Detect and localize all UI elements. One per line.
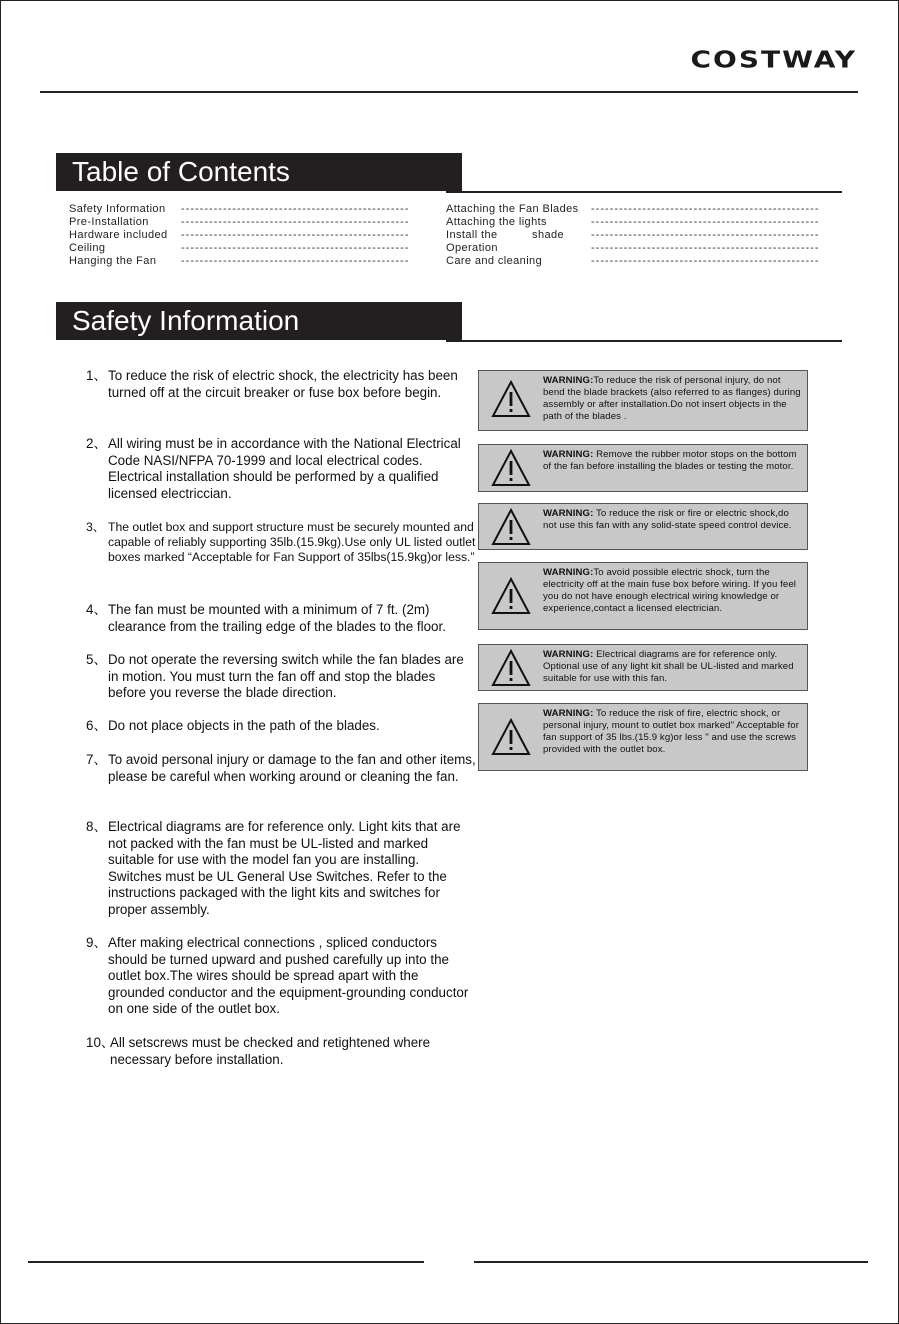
safety-item: 2、 All wiring must be in accordance with the National Electrical Code NASI/NFPA 70-1999 and local electrical codes. Electrical installation should be performed by a qualified licensed electriccian. xyxy=(86,436,461,501)
toc-left-column xyxy=(69,203,410,268)
warning-icon xyxy=(491,718,531,756)
warning-icon xyxy=(491,449,531,487)
warning-box: WARNING: Remove the rubber motor stops on the bottom of the fan before installing the blades or testing the motor. xyxy=(478,444,808,492)
toc-entry[interactable]: Ceiling ------------------------------------------------- xyxy=(69,242,410,254)
footer-rule-right xyxy=(474,1261,868,1263)
safety-item: 8、 Electrical diagrams are for reference only. Light kits that are not packed with the fan must be UL-listed and marked suitable for use with the model fan you are installing. Switches must be UL General Use Switches. Refer to the instructions packaged with the light kits and switches for proper assembly. xyxy=(86,819,461,917)
header-rule xyxy=(40,91,858,93)
warning-box: WARNING: Electrical diagrams are for reference only. Optional use of any light kit shall be UL-listed and marked suitable for use with this fan. xyxy=(478,644,808,691)
toc-entry[interactable]: Install the shade ------------------------------------------------- xyxy=(446,229,820,241)
toc-entry[interactable]: Safety Information ------------------------------------------------- xyxy=(69,203,410,215)
toc-entry[interactable]: Attaching the Fan Blades ------------------------------------------------- xyxy=(446,203,820,215)
safety-item: 4、 The fan must be mounted with a minimum of 7 ft. (2m) clearance from the trailing edge of the blades to the floor. xyxy=(86,602,446,634)
warning-box: WARNING:To avoid possible electric shock, turn the electricity off at the main fuse box before wiring. If you feel you do not have enough electrical wiring knowledge or experience,contact a licensed electrician. xyxy=(478,562,808,630)
safety-item: 7、 To avoid personal injury or damage to the fan and other items, please be careful when working around or cleaning the fan. xyxy=(86,752,476,784)
safety-item: 9、 After making electrical connections , spliced conductors should be turned upward and pushed carefully up into the outlet box.The wires should be spread apart with the grounded conductor and the equipment-grounding conductor on one side of the outlet box. xyxy=(86,935,469,1017)
toc-entry[interactable]: Care and cleaning ------------------------------------------------- xyxy=(446,255,820,267)
safety-title: Safety Information xyxy=(56,302,462,340)
warning-icon xyxy=(491,577,531,615)
warning-icon xyxy=(491,508,531,546)
safety-item: 5、 Do not operate the reversing switch while the fan blades are in motion. You must turn the fan off and stop the blades before you reverse the blade direction. xyxy=(86,652,464,701)
toc-title: Table of Contents xyxy=(56,153,462,191)
toc-entry[interactable]: Hardware included ------------------------------------------------- xyxy=(69,229,410,241)
warning-box: WARNING:To reduce the risk of personal injury, do not bend the blade brackets (also referred to as flanges) during assembly or after installation.Do not insert objects in the path of the blades . xyxy=(478,370,808,431)
warning-icon xyxy=(491,380,531,418)
warning-box: WARNING: To reduce the risk or fire or electric shock,do not use this fan with any solid-state speed control device. xyxy=(478,503,808,550)
warning-icon xyxy=(491,649,531,687)
toc-entry[interactable]: Operation ------------------------------------------------- xyxy=(446,242,820,254)
safety-item: 10、 All setscrews must be checked and retightened where necessary before installation. xyxy=(86,1035,431,1067)
toc-entry[interactable]: Pre-Installation ------------------------------------------------- xyxy=(69,216,410,228)
safety-heading xyxy=(56,302,842,342)
toc-heading xyxy=(56,153,842,193)
footer-rule-left xyxy=(28,1261,424,1263)
safety-item: 6、 Do not place objects in the path of the blades. xyxy=(86,718,380,733)
warning-box: WARNING: To reduce the risk of fire, electric shock, or personal injury, mount to outlet box marked" Acceptable for fan support of 35 lbs.(15.9 kg)or less " and use the screws provided with the outlet box. xyxy=(478,703,808,771)
toc-entry[interactable]: Hanging the Fan ------------------------------------------------- xyxy=(69,255,410,267)
brand-logo: COSTWAY xyxy=(690,46,857,74)
safety-item: 3、 The outlet box and support structure must be securely mounted and capable of reliably supporting 35lb.(15.9kg).Use only UL listed outlet boxes marked “Acceptable for Fan Support of 35lbs(15.9kg)or less.” xyxy=(86,520,476,564)
toc-entry[interactable]: Attaching the lights ------------------------------------------------- xyxy=(446,216,820,228)
toc-right-column xyxy=(446,203,820,268)
safety-item: 1、 To reduce the risk of electric shock, the electricity has been turned off at the circuit breaker or fuse box before begin. xyxy=(86,368,458,400)
